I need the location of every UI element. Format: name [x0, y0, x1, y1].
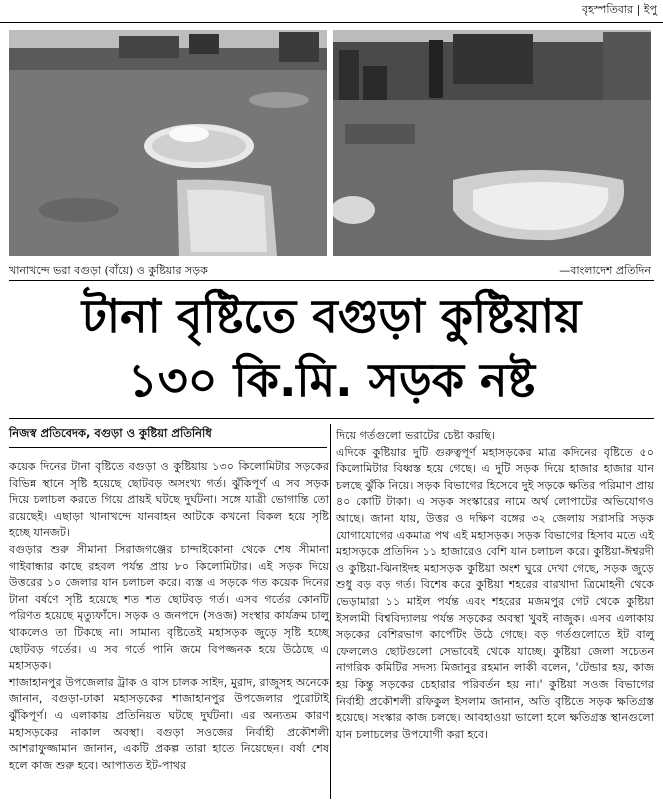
byline: নিজস্ব প্রতিবেদক, বগুড়া ও কুষ্টিয়া প্রতিনিধি	[9, 425, 327, 448]
divider	[9, 280, 654, 281]
headline-line-1: টানা বৃষ্টিতে বগুড়া কুষ্টিয়ায়	[81, 289, 582, 343]
date-header: বৃহস্পতিবার | ইপু	[581, 3, 657, 16]
paragraph: দিয়ে গর্তগুলো ভরাটের চেষ্টা করছি।	[336, 429, 496, 442]
pothole-photo-left	[9, 30, 327, 256]
article-column-right	[336, 428, 654, 743]
divider	[9, 418, 654, 419]
photo-kushtia-road	[333, 30, 651, 256]
paragraph: এদিকে কুষ্টিয়ার দুটি গুরুত্বপূর্ণ মহাসড়কের মাত্র কদিনের বৃষ্টিতে ৫০ কিলোমিটার বিধ্বস্ত হয়ে গেছে। এ দুটি সড়ক দিয়ে হাজার হাজার যান চলছে ঝুঁকি নিয়ে। সড়ক বিভাগের হিসেবে দুই সড়কে ক্ষতির পরিমাণ প্রায় ৪০ কোটি টাকা। এ সড়ক সংস্কারের নামে অর্থ লোপাটের অভিযোগও আছে। জানা যায়, উত্তর ও দক্ষিণ বঙ্গের ৩২ জেলায় সরাসরি সড়ক যোগাযোগের একমাত্র পথ এই মহাসড়ক। সড়ক বিভাগের হিসাব মতে এই মহাসড়কে প্রতিদিন ১১ হাজারেও বেশি যান চলাচল করে। কুষ্টিয়া-ঈশ্বরদী ও কুষ্টিয়া-ঝিনাইদহ মহাসড়ক কুষ্টিয়া অংশ ঘুরে দেখা গেছে, সড়ক জুড়ে শুধু বড় বড় গর্ত। বিশেষ করে কুষ্টিয়া শহরের বারখাদা ত্রিমোহনী থেকে ভেড়ামারা ১১ মাইল পর্যন্ত এবং শহরের মজমপুর গেট থেকে কুষ্টিয়া ইসলামী বিশ্ববিদ্যালয় পর্যন্ত সড়কের অবস্থা খুবই নাজুক। এসব এলাকায় সড়কের বেশিরভাগ কার্পেটিং উঠে গেছে। বড় গর্তগুলোতে ইট বালু ফেললেও ছোটগুলো সেভাবেই থেকে যাচ্ছে। কুষ্টিয়া জেলা সচেতন নাগরিক কমিটির সদস্য মিজানুর রহমান লাকী বলেন, 'টেন্ডার হয়, কাজ হয় কিন্তু সড়কের চেহারার পরিবর্তন হয় না।' কুষ্টিয়া সওজ বিভাগের নির্বাহী প্রকৌশলী রফিকুল ইসলাম জানান, অতি বৃষ্টিতে সড়ক ক্ষতিগ্রস্ত হয়েছে। সংস্কার কাজ চলছে। আবহাওয়া ভালো হলে ক্ষতিগ্রস্ত স্থানগুলো যান চলাচলের উপযোগী করা হবে।	[336, 445, 654, 741]
headline-line-2: ১৩০ কি.মি. সড়ক নষ্ট	[127, 353, 536, 407]
paragraph: কয়েক দিনের টানা বৃষ্টিতে বগুড়া ও কুষ্টিয়ায় ১৩০ কিলোমিটার সড়কের বিভিন্ন স্থানে সৃষ্টি হয়েছে ছোটবড় অসংখ্য গর্ত। ঝুঁকিপূর্ণ এ সব সড়ক দিয়ে চলাচল করতে গিয়ে প্রায়ই ঘটছে দুর্ঘটনা। সঙ্গে যাত্রী ভোগান্তি তো রয়েছেই। এছাড়া খানাখন্দে যানবাহন আটকে কখনো বিকল হয়ে সৃষ্টি হচ্ছে যানজট।	[9, 460, 329, 540]
photo-caption: খানাখন্দে ভরা বগুড়া (বাঁয়ে) ও কুষ্টিয়ার সড়ক	[9, 264, 208, 277]
article-column-left	[9, 459, 329, 774]
photo-credit: —বাংলাদেশ প্রতিদিন	[559, 264, 651, 277]
photo-bogura-road	[9, 30, 327, 256]
column-divider	[330, 424, 331, 799]
paragraph: শাজাহানপুর উপজেলার ট্রাক ও বাস চালক সাইদ, মুরাদ, রাজুসহ অনেকে জানান, বগুড়া-ঢাকা মহাসড়কের শাজাহানপুর উপজেলার পুরোটাই ঝুঁকিপূর্ণ। এ এলাকায় প্রতিনিয়ত ঘটছে দুর্ঘটনা। এর অন্যতম কারণ মহাসড়কের নাকাল অবস্থা। বগুড়া সওজের নির্বাহী প্রকৌশলী আশরাফুজ্জামান জানান, একটি প্রকল্প তারা হাতে নিয়েছেন। বর্ষা শেষ হলে কাজ শুরু হবে। আপাতত ইট-পাথর	[9, 675, 329, 772]
pothole-photo-right	[333, 30, 651, 256]
masthead-strip	[0, 0, 663, 23]
paragraph: বগুড়ার শুরু সীমানা সিরাজগঞ্জের চান্দাইকোনা থেকে শেষ সীমানা গাইবান্ধার কাছে রহবল পর্যন্ত প্রায় ৮০ কিলোমিটার। এই সড়ক দিয়ে উত্তরের ১০ জেলার যান চলাচল করে। ব্যস্ত এ সড়কে গত কয়েক দিনের টানা বর্ষণে সৃষ্টি হয়েছে শত শত ছোটবড় গর্ত। এসব গর্তের কোনটি পরিণত হয়েছে মৃত্যুফাঁদে। সড়ক ও জনপদে (সওজ) সংস্থার কার্যক্রম চালু থাকলেও তা টিকছে না। সামান্য বৃষ্টিতেই মহাসড়ক জুড়ে সৃষ্টি হচ্ছে ছোটবড় গর্তের। এ সব গর্তে পানি জমে বিপজ্জনক হয়ে উঠেছে এ মহাসড়ক।	[9, 542, 329, 673]
